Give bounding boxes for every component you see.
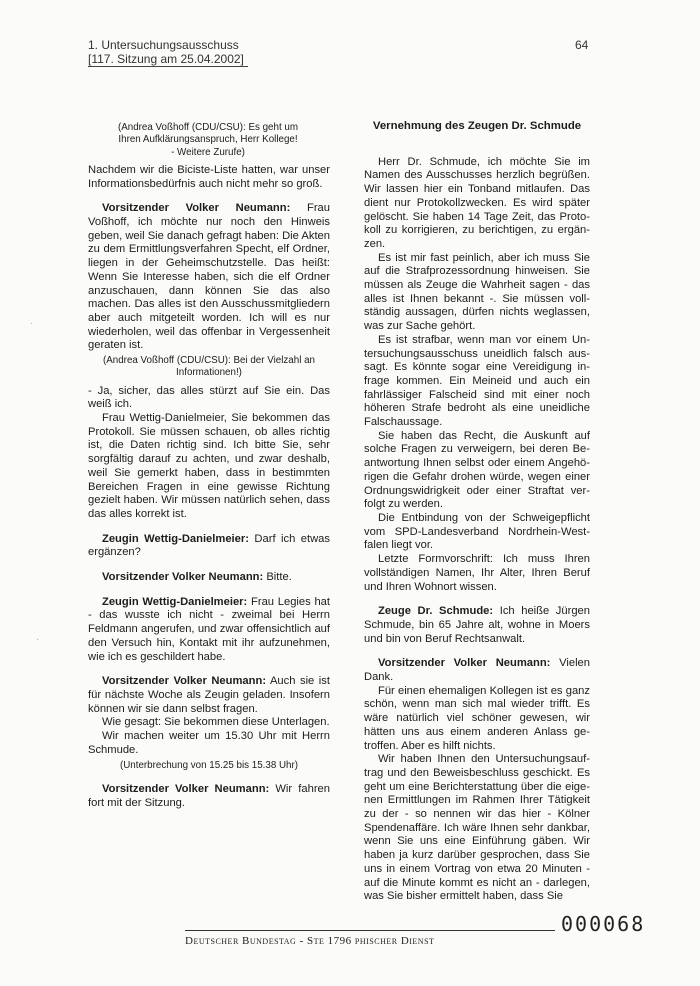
speaker-name: Zeugin Wettig-Danielmeier: — [102, 595, 248, 608]
speaker-name: Vorsitzender Volker Neumann: — [102, 675, 267, 688]
footer-rule — [185, 930, 555, 931]
speech-paragraph — [364, 657, 590, 684]
speaker-name: Zeuge Dr. Schmude: — [378, 605, 494, 618]
body-paragraph: Es ist strafbar, wenn man vor einem Untersuchungsausschuss uneidlich falsch aussagt. Es könnte sogar eine Vereidigung infrage kommen. Ein Meineid und auch ein fahrlässiger Falscheid sind mit einer noch höheren Strafe bedroht als eine uneidliche Falschaussage. — [364, 333, 590, 429]
section-title: Vernehmung des Zeugen Dr. Schmude — [372, 120, 582, 132]
footer-right-text: phischer Dienst — [354, 935, 435, 947]
speaker-name: Vorsitzender Volker Neumann: — [102, 202, 291, 215]
speech-text: Bitte. — [266, 571, 292, 584]
session-info: [117. Sitzung am 25.04.2002] — [88, 52, 248, 67]
body-paragraph: Sie haben das Recht, die Auskunft auf solche Fragen zu verweigern, bei deren Beantwortung Ihnen selbst oder einem Angehörigen die Gefahr drohen würde, wegen einer Ordnungswidrigkeit oder einer Straftat verfolgt zu werden. — [364, 429, 590, 511]
speech-paragraph — [88, 675, 330, 716]
body-paragraph: Frau Wettig-Danielmeier, Sie bekommen das Protokoll. Sie müssen schauen, ob alles richtig ist, die Daten richtig sind. Ich bitte Sie, sehr sorgfältig darauf zu achten, und zwar deshalb, weil Sie gemerkt haben, dass in bestimmten Bereichen Fragen in eine gewisse Richtung gezielt haben. Wir müssen natürlich sehen, dass das alles korrekt ist. — [88, 412, 330, 520]
page-stamp: 000068 — [561, 912, 646, 936]
speaker-name: Vorsitzender Volker Neumann: — [102, 782, 270, 795]
body-paragraph: - Ja, sicher, das alles stürzt auf Sie ein. Das weiß ich. — [88, 384, 330, 411]
committee-name: 1. Untersuchungsausschuss — [88, 38, 239, 52]
footer-page-code: 1796 — [327, 935, 352, 947]
speech-paragraph — [364, 605, 590, 646]
speech-paragraph — [88, 533, 330, 560]
footer-left-text: Deutscher Bundestag - Ste — [185, 935, 325, 947]
speaker-name: Zeugin Wettig-Danielmeier: — [102, 532, 249, 545]
body-paragraph: Wir machen weiter um 15.30 Uhr mit Herrn Schmude. — [88, 730, 330, 756]
body-paragraph: Letzte Formvorschrift: Ich muss Ihren vollständigen Namen, Ihr Alter, Ihren Beruf und Ihren Wohnort wissen. — [364, 553, 590, 593]
right-column — [364, 120, 590, 904]
speech-text: Auch sie ist für nächste Woche als Zeugin geladen. Insofern können wir sie dann selbst fragen. — [88, 675, 330, 715]
scan-mark: · — [36, 634, 40, 645]
body-paragraph: Herr Dr. Schmude, ich möchte Sie im Namen des Ausschusses herzlich begrüßen. Wir lassen hier ein Tonband mitlaufen. Das dient nur Protokollzwecken. Es wird später gelöscht. Sie haben 14 Tage Zeit, das Protokoll zu korrigieren, zu berichtigen, zu ergänzen. — [364, 155, 590, 250]
interjection: (Andrea Voßhoff (CDU/CSU): Es geht um Ihren Aufklärungsanspruch, Herr Kollege! - Weitere Zurufe) — [117, 122, 299, 158]
speech-text: Darf ich etwas ergänzen? — [88, 532, 330, 559]
speaker-name: Vorsitzender Volker Neumann: — [378, 657, 551, 670]
speech-text: Frau Legies hat - das wusste ich nicht - zweimal bei Herrn Feldmann angerufen, und zwar offensichtlich auf den Versuch hin, Kontakt mit ihr aufzunehmen, wie ich es geschildert habe. — [88, 595, 331, 663]
page-number: 64 — [575, 38, 589, 52]
body-paragraph: Für einen ehemaligen Kollegen ist es ganz schön, wenn man sich mal wieder trifft. Es wäre natürlich viel schöner gewesen, wir hätten uns aus einem anderen Anlass getroffen. Aber es hilft nichts. — [364, 684, 590, 752]
interjection: (Andrea Voßhoff (CDU/CSU): Bei der Vielzahl an Informationen!) — [102, 355, 315, 379]
speech-paragraph — [88, 596, 330, 665]
speaker-name: Vorsitzender Volker Neumann: — [102, 571, 264, 584]
page-header — [88, 38, 248, 67]
speech-text: Wir fahren fort mit der Sitzung. — [88, 782, 330, 809]
body-paragraph: Es ist mir fast peinlich, aber ich muss Sie auf die Strafprozessordnung hinweisen. Sie müssen als Zeuge die Wahrheit sagen - das alles ist Ihnen bekannt -. Sie müssen vollständig aussagen, dürfen nichts weglassen, was zur Sache gehört. — [364, 251, 590, 333]
scan-mark: · — [30, 318, 34, 329]
speech-text: Ich heiße Jürgen Schmude, bin 65 Jahre alt, wohne in Moers und bin von Beruf Rechtsanwalt. — [364, 605, 591, 645]
speech-text: Frau Voßhoff, ich möchte nur noch den Hinweis geben, weil Sie danach gefragt haben: Die Akten zu dem Ermittlungsverfahren Specht, elf Ordner, liegen in der Geheimschutzstelle. Das heißt: Wenn Sie Interesse haben, sich die elf Ordner anzuschauen, dann können Sie das also machen. Das alles ist den Ausschussmitgliedern aber auch mitgeteilt worden. Ich will es nur wiederholen, weil das offenbar in Vergessenheit geraten ist. — [88, 202, 331, 352]
left-column — [88, 120, 330, 810]
speech-paragraph — [88, 783, 330, 810]
footer — [185, 935, 434, 947]
speech-text: Vielen Dank. — [364, 657, 591, 684]
interjection: (Unterbrechung von 15.25 bis 15.38 Uhr) — [119, 759, 299, 771]
body-paragraph: Nachdem wir die Biciste-Liste hatten, war unser Informationsbedürfnis auch nicht mehr so groß. — [88, 163, 330, 190]
speech-paragraph — [88, 202, 330, 353]
body-paragraph: Die Entbindung von der Schweigepflicht vom SPD-Landesverband Nordrhein-Westfalen liegt vor. — [364, 511, 590, 552]
body-paragraph: Wie gesagt: Sie bekommen diese Unterlagen. — [102, 716, 330, 729]
speech-paragraph — [88, 571, 330, 585]
body-paragraph: Wir haben Ihnen den Untersuchungsauftrag und den Beweisbeschluss geschickt. Es geht um eine Berichterstattung über die eigenen Ermittlungen im Rahmen Ihrer Tätigkeit zu der - so nennen wir das hier - Kölner Spendenaffäre. Ich wäre Ihnen sehr dankbar, wenn Sie uns eine Einführung gäben. Wir haben ja kurz darüber gesprochen, dass Sie uns in einem Vortrag von etwa 20 Minuten - auf die Minute kommt es nicht an - darlegen, was Sie bisher ermittelt haben, dass Sie — [364, 753, 590, 903]
